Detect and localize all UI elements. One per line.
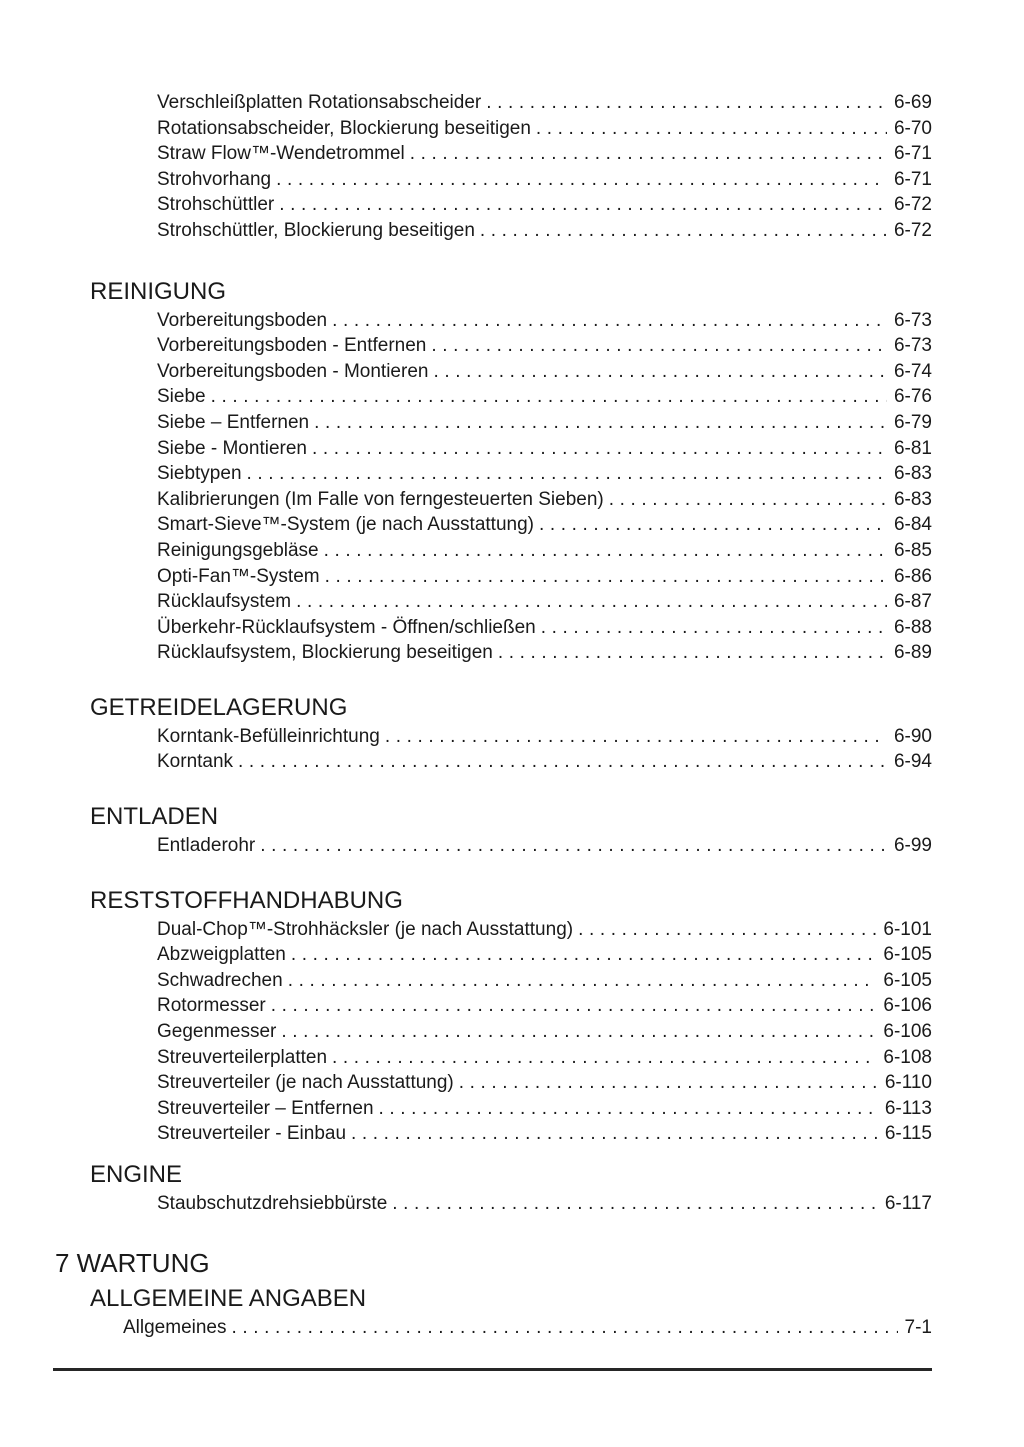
- dot-leader: [324, 538, 887, 564]
- toc-entry-page: 6-69: [893, 92, 932, 113]
- toc-entry: [157, 1070, 932, 1096]
- toc-entry-page: 6-113: [884, 1097, 932, 1119]
- toc-entry-page: 6-73: [893, 335, 932, 357]
- toc-section-getreidelagerung: [0, 694, 1024, 775]
- dot-leader: [539, 512, 887, 538]
- toc-entry: [157, 1121, 932, 1147]
- toc-entry: [157, 90, 932, 116]
- dot-leader: [312, 436, 887, 462]
- toc-entry-page: 6-101: [883, 918, 932, 940]
- toc-entry-label: Staubschutzdrehsiebbürste: [157, 1193, 388, 1214]
- toc-entry: [157, 917, 932, 943]
- section-heading: RESTSTOFFHANDHABUNG: [90, 886, 403, 914]
- toc-section-entladen: [0, 803, 1024, 859]
- toc-entry-label: Streuverteiler – Entfernen: [157, 1097, 374, 1119]
- toc-entry-page: 6-72: [893, 219, 932, 241]
- toc-entry-label: Allgemeines: [123, 1316, 227, 1338]
- toc-entry: [157, 589, 932, 615]
- toc-entry: [157, 564, 932, 590]
- toc-entry-page: 6-90: [893, 725, 932, 747]
- toc-section-allgemeine-angaben: [0, 1285, 1024, 1341]
- toc-entry-page: 6-106: [883, 995, 932, 1017]
- toc-entry-label: Vorbereitungsboden - Montieren: [157, 360, 429, 382]
- toc-entry-page: 6-85: [893, 539, 932, 561]
- toc-entry-page: 6-71: [893, 143, 932, 165]
- toc-entry-page: 6-105: [883, 944, 932, 966]
- dot-leader: [480, 218, 887, 244]
- toc-entry: [157, 461, 932, 487]
- dot-leader: [232, 1315, 898, 1341]
- toc-entry: [157, 333, 932, 359]
- toc-entry-label: Kalibrierungen (Im Falle von ferngesteuerten Sieben): [157, 488, 604, 510]
- toc-section-reinigung: [0, 278, 1024, 666]
- dot-leader: [238, 749, 887, 775]
- toc-entry-page: 6-83: [893, 463, 932, 485]
- toc-entry: [157, 993, 932, 1019]
- toc-entry: [157, 116, 932, 142]
- toc-entry: [157, 1019, 932, 1045]
- toc-entry: [157, 512, 932, 538]
- toc-entry-label: Streuverteilerplatten: [157, 1046, 328, 1068]
- toc-entry-label: Siebtypen: [157, 463, 242, 485]
- chapter-heading: 7 WARTUNG: [55, 1247, 210, 1278]
- section-entries: [0, 308, 1024, 666]
- toc-entry-page: 6-71: [893, 168, 932, 190]
- toc-entry-label: Verschleißplatten Rotationsabscheider: [157, 92, 482, 113]
- section-entries: [0, 917, 1024, 1147]
- toc-entry: [157, 308, 932, 334]
- toc-entry: [123, 1315, 932, 1341]
- toc-entry-label: Streuverteiler - Einbau: [157, 1123, 347, 1145]
- dot-leader: [578, 917, 876, 943]
- toc-entry-label: Opti-Fan™-System: [157, 565, 320, 587]
- toc-entry: [157, 615, 932, 641]
- dot-leader: [260, 833, 887, 859]
- toc-entry: [157, 724, 932, 750]
- toc-entry-page: 7-1: [904, 1316, 932, 1338]
- toc-entry-label: Smart-Sieve™-System (je nach Ausstattung): [157, 514, 534, 536]
- toc-entry-label: Dual-Chop™-Strohhäcksler (je nach Ausstattung): [157, 918, 574, 940]
- dot-leader: [486, 90, 887, 116]
- toc-entry: [157, 833, 932, 859]
- toc-entry: [157, 192, 932, 218]
- toc-entry: [157, 384, 932, 410]
- dot-leader: [392, 1191, 878, 1217]
- dot-leader: [271, 993, 877, 1019]
- toc-continued-entries: [0, 90, 1024, 244]
- toc-entry: [157, 410, 932, 436]
- toc-entry-page: 6-81: [893, 437, 932, 459]
- dot-leader: [609, 487, 887, 513]
- toc-entry-label: Strohschüttler: [157, 194, 275, 216]
- toc-entry-label: Gegenmesser: [157, 1021, 277, 1043]
- section-heading: ENTLADEN: [90, 803, 219, 831]
- toc-entry-label: Streuverteiler (je nach Ausstattung): [157, 1072, 454, 1094]
- toc-entry: [157, 1191, 932, 1217]
- toc-entry-label: Siebe – Entfernen: [157, 411, 310, 433]
- dot-leader: [281, 1019, 876, 1045]
- dot-leader: [332, 1045, 876, 1071]
- toc-entry-label: Reinigungsgebläse: [157, 539, 319, 561]
- toc-entry-page: 6-72: [893, 194, 932, 216]
- toc-entry: [157, 359, 932, 385]
- toc-entry: [157, 487, 932, 513]
- toc-entry-label: Abzweigplatten: [157, 944, 286, 966]
- toc-entry-page: 6-108: [883, 1046, 932, 1068]
- toc-entry: [157, 141, 932, 167]
- dot-leader: [433, 359, 887, 385]
- toc-section-engine: [0, 1161, 1024, 1217]
- toc-entry-label: Straw Flow™-Wendetrommel: [157, 143, 405, 165]
- dot-leader: [410, 141, 887, 167]
- dot-leader: [332, 308, 887, 334]
- toc-entry-page: 6-115: [884, 1123, 932, 1145]
- section-heading: ALLGEMEINE ANGABEN: [90, 1284, 367, 1312]
- dot-leader: [276, 167, 887, 193]
- toc-entry-label: Überkehr-Rücklaufsystem - Öffnen/schließen: [157, 616, 536, 638]
- dot-leader: [351, 1121, 878, 1147]
- toc-entry-page: 6-117: [884, 1193, 932, 1214]
- toc-entry-page: 6-89: [893, 642, 932, 664]
- toc-entry-page: 6-110: [884, 1072, 932, 1094]
- dot-leader: [379, 1096, 878, 1122]
- toc-entry-page: 6-94: [893, 751, 932, 773]
- toc-entry-label: Strohschüttler, Blockierung beseitigen: [157, 219, 475, 241]
- section-heading: ENGINE: [90, 1161, 183, 1188]
- toc-entry: [157, 749, 932, 775]
- dot-leader: [325, 564, 887, 590]
- toc-entry: [157, 640, 932, 666]
- dot-leader: [314, 410, 887, 436]
- toc-entry-label: Schwadrechen: [157, 969, 283, 991]
- toc-entry-page: 6-79: [893, 411, 932, 433]
- dot-leader: [498, 640, 887, 666]
- section-heading: GETREIDELAGERUNG: [90, 693, 348, 721]
- toc-entry: [157, 538, 932, 564]
- dot-leader: [541, 615, 887, 641]
- toc-entry-label: Vorbereitungsboden: [157, 309, 328, 331]
- toc-entry-label: Korntank-Befülleinrichtung: [157, 725, 380, 747]
- toc-entry-label: Strohvorhang: [157, 168, 272, 190]
- toc-entry: [157, 167, 932, 193]
- section-heading: REINIGUNG: [90, 277, 227, 305]
- toc-entry-page: 6-70: [893, 117, 932, 139]
- toc-entry: [157, 968, 932, 994]
- dot-leader: [288, 968, 877, 994]
- toc-entry-label: Siebe - Montieren: [157, 437, 307, 459]
- dot-leader: [431, 333, 887, 359]
- dot-leader: [459, 1070, 878, 1096]
- toc-entry: [157, 436, 932, 462]
- toc-entry: [157, 942, 932, 968]
- toc-entry-label: Rotationsabscheider, Blockierung beseitigen: [157, 117, 531, 139]
- toc-entry-label: Entladerohr: [157, 835, 256, 857]
- toc-section-reststoffhandhabung: [0, 887, 1024, 1147]
- dot-leader: [279, 192, 887, 218]
- toc-entry-label: Siebe: [157, 386, 206, 408]
- dot-leader: [211, 384, 887, 410]
- toc-entry-page: 6-73: [893, 309, 932, 331]
- toc-entry-page: 6-87: [893, 591, 932, 613]
- section-entries: [0, 1191, 1024, 1217]
- toc-entry-page: 6-105: [883, 969, 932, 991]
- bottom-rule: [53, 1368, 932, 1371]
- toc-entry-label: Korntank: [157, 751, 234, 773]
- dot-leader: [247, 461, 887, 487]
- toc-entry-page: 6-76: [893, 386, 932, 408]
- section-entries: [0, 1315, 1024, 1341]
- toc-entry-page: 6-88: [893, 616, 932, 638]
- section-entries: [0, 724, 1024, 775]
- toc-entry-label: Rotormesser: [157, 995, 266, 1017]
- dot-leader: [291, 942, 877, 968]
- toc-entry-page: 6-84: [893, 514, 932, 536]
- toc-entry: [157, 1096, 932, 1122]
- toc-entry-page: 6-99: [893, 835, 932, 857]
- toc-entry-label: Vorbereitungsboden - Entfernen: [157, 335, 427, 357]
- section-entries: [0, 833, 1024, 859]
- dot-leader: [296, 589, 887, 615]
- toc-entry-label: Rücklaufsystem, Blockierung beseitigen: [157, 642, 493, 664]
- toc-entry: [157, 1045, 932, 1071]
- toc-entry-page: 6-83: [893, 488, 932, 510]
- toc-entry: [157, 218, 932, 244]
- toc-entry-label: Rücklaufsystem: [157, 591, 292, 613]
- dot-leader: [536, 116, 887, 142]
- toc-entry-page: 6-86: [893, 565, 932, 587]
- dot-leader: [385, 724, 887, 750]
- toc-entry-page: 6-106: [883, 1021, 932, 1043]
- toc-entry-page: 6-74: [893, 360, 932, 382]
